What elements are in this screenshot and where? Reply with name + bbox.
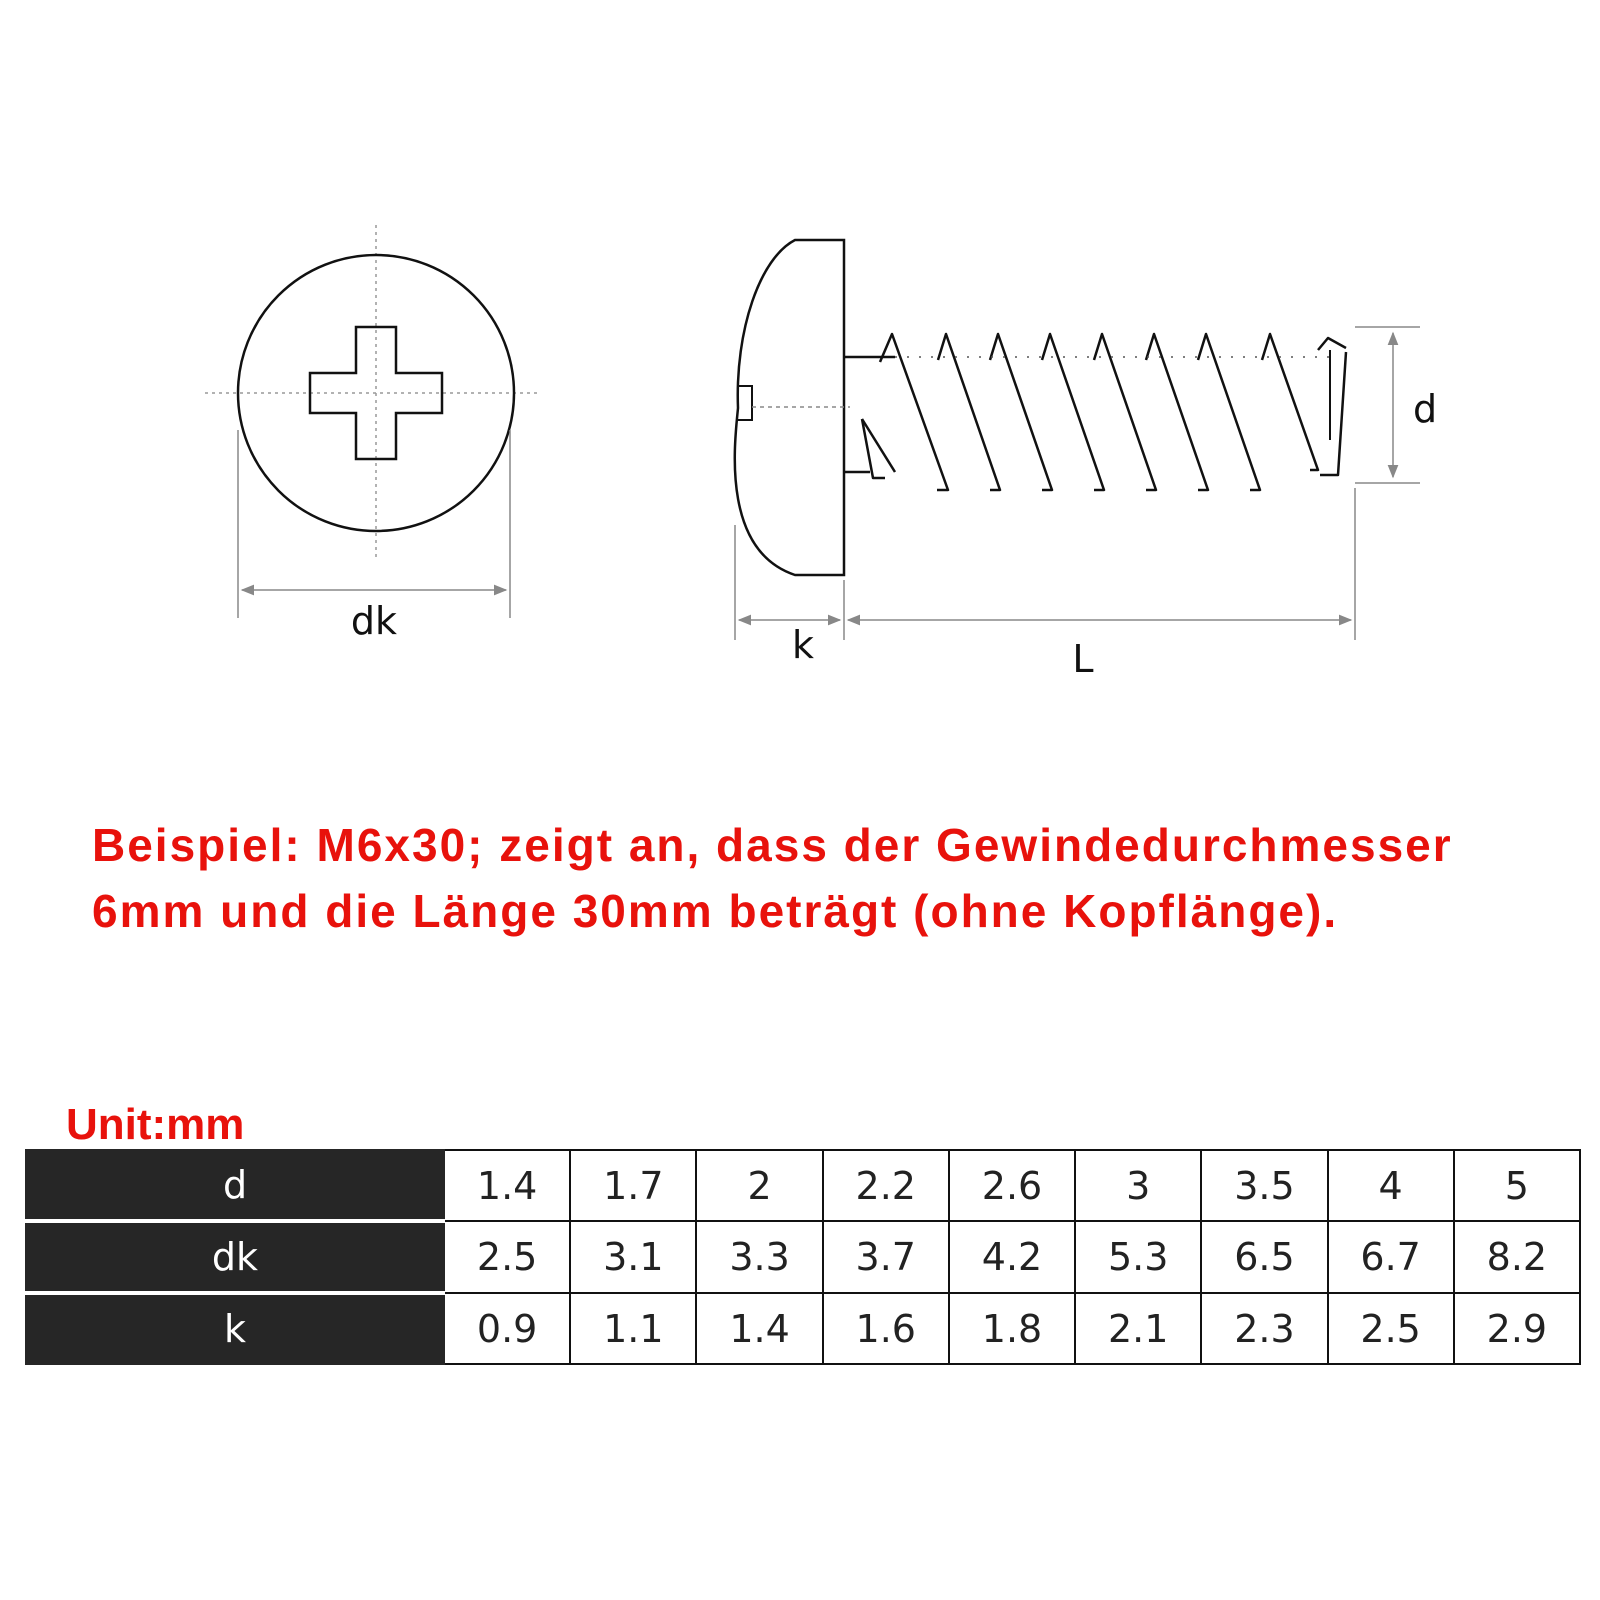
- row-header: dk: [26, 1221, 444, 1293]
- table-cell: 1.8: [949, 1293, 1075, 1364]
- table-cell: 3.7: [823, 1221, 949, 1293]
- k-label: k: [791, 623, 815, 667]
- table-cell: 1.4: [444, 1150, 570, 1221]
- d-label: d: [1412, 387, 1438, 431]
- row-header: k: [26, 1293, 444, 1364]
- spec-table-body: [26, 1150, 1580, 1364]
- table-cell: 3.3: [696, 1221, 822, 1293]
- head-top-view: [205, 225, 540, 560]
- table-cell: 1.7: [570, 1150, 696, 1221]
- table-cell: 1.1: [570, 1293, 696, 1364]
- spec-table: [25, 1149, 1581, 1365]
- table-cell: 2.5: [444, 1221, 570, 1293]
- slot-notch: [738, 386, 752, 420]
- table-cell: 2.1: [1075, 1293, 1201, 1364]
- screw-side-view: [735, 240, 1346, 575]
- table-cell: 4.2: [949, 1221, 1075, 1293]
- table-cell: 6.5: [1201, 1221, 1327, 1293]
- example-note-line-2: 6mm und die Länge 30mm beträgt (ohne Kopflänge).: [92, 885, 1339, 937]
- table-cell: 6.7: [1328, 1221, 1454, 1293]
- example-note-line-1: Beispiel: M6x30; zeigt an, dass der Gewindedurchmesser: [92, 819, 1453, 871]
- table-row: [26, 1221, 1580, 1293]
- table-cell: 3.1: [570, 1221, 696, 1293]
- screw-technical-drawing: [0, 0, 1600, 720]
- L-dimension: [848, 488, 1355, 681]
- table-cell: 4: [1328, 1150, 1454, 1221]
- table-cell: 0.9: [444, 1293, 570, 1364]
- L-label: L: [1072, 637, 1094, 681]
- table-cell: 2.6: [949, 1150, 1075, 1221]
- dk-label: dk: [350, 599, 398, 643]
- example-note: [92, 812, 1572, 944]
- table-cell: 8.2: [1454, 1221, 1580, 1293]
- thread: [862, 334, 1346, 490]
- unit-label: Unit:mm: [66, 1100, 245, 1149]
- table-cell: 2.3: [1201, 1293, 1327, 1364]
- table-row: [26, 1150, 1580, 1221]
- table-cell: 2.5: [1328, 1293, 1454, 1364]
- table-cell: 1.6: [823, 1293, 949, 1364]
- table-cell: 2: [696, 1150, 822, 1221]
- table-cell: 5: [1454, 1150, 1580, 1221]
- table-cell: 5.3: [1075, 1221, 1201, 1293]
- table-cell: 2.9: [1454, 1293, 1580, 1364]
- row-header: d: [26, 1150, 444, 1221]
- table-cell: 2.2: [823, 1150, 949, 1221]
- table-cell: 3.5: [1201, 1150, 1327, 1221]
- d-dimension: [1355, 327, 1437, 483]
- table-row: [26, 1293, 1580, 1364]
- table-cell: 3: [1075, 1150, 1201, 1221]
- table-cell: 1.4: [696, 1293, 822, 1364]
- dk-dimension: [238, 430, 510, 643]
- k-dimension: [735, 525, 844, 667]
